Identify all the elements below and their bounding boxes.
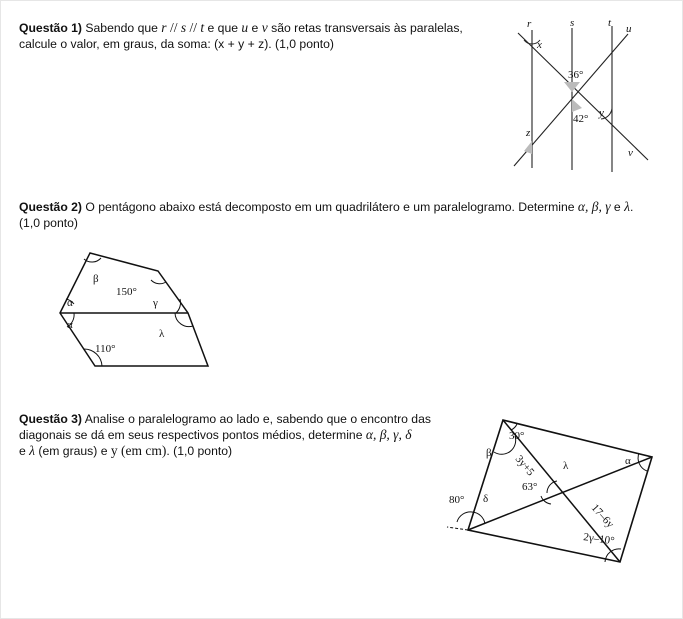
label-2y-10: 2γ–10° xyxy=(582,531,616,548)
label-x: x xyxy=(537,39,542,51)
label-3y5: 3y+5 xyxy=(512,453,537,479)
label-r: r xyxy=(527,18,532,30)
question-1-line-2: calcule o valor, em graus, da soma: (x + y + z). (1,0 ponto) xyxy=(19,37,334,51)
label-80: 80° xyxy=(449,494,465,506)
label-beta: β xyxy=(486,447,492,459)
question-2-label: Questão 2) xyxy=(19,200,82,214)
question-2-text xyxy=(19,199,679,231)
extension-dashed xyxy=(447,527,468,530)
angle-150-arc xyxy=(151,280,166,284)
question-2-line-1: Questão 2) O pentágono abaixo está decomposto em um quadrilátero e um paralelogramo. Determine α, β, γ e λ. xyxy=(19,199,634,214)
question-2-line-2: (1,0 ponto) xyxy=(19,216,78,230)
label-63: 63° xyxy=(522,481,538,493)
label-gamma: γ xyxy=(153,297,158,309)
question-3-text xyxy=(19,411,459,459)
label-alpha-1: α xyxy=(67,297,73,309)
pentagon xyxy=(60,253,208,366)
question-2-figure xyxy=(55,248,215,373)
label-v: v xyxy=(628,147,633,159)
label-t: t xyxy=(608,17,612,29)
label-17-6y: 17–6y xyxy=(588,501,617,531)
label-alpha: α xyxy=(625,455,631,467)
angle-z-shade xyxy=(524,141,532,154)
label-lambda: λ xyxy=(563,460,569,472)
label-lambda: λ xyxy=(159,328,165,340)
label-alpha-2: α xyxy=(67,319,73,331)
question-1-text xyxy=(19,20,489,52)
question-3-line-1: Questão 3) Analise o paralelogramo ao lado e, sabendo que o encontro das xyxy=(19,412,431,426)
question-1-figure xyxy=(500,18,660,178)
question-3-line-3: e λ (em graus) e y (em cm). (1,0 ponto) xyxy=(19,443,233,458)
angle-42-shade xyxy=(572,99,582,112)
diagonal-2 xyxy=(468,457,652,530)
question-3-label: Questão 3) xyxy=(19,412,82,426)
angle-80-arc xyxy=(457,512,472,522)
question-1-label: Questão 1) xyxy=(19,21,82,35)
label-30: 30° xyxy=(509,430,525,442)
label-delta: δ xyxy=(483,493,489,505)
label-beta: β xyxy=(93,273,99,285)
label-z: z xyxy=(526,127,531,139)
label-y: y xyxy=(599,107,604,119)
label-150: 150° xyxy=(116,286,137,298)
line-v xyxy=(518,33,648,160)
label-u: u xyxy=(626,23,632,35)
label-s: s xyxy=(570,17,575,29)
label-110: 110° xyxy=(95,343,116,355)
label-36: 36° xyxy=(568,69,584,81)
question-3-line-2: diagonais se dá em seus respectivos pontos médios, determine α, β, γ, δ xyxy=(19,427,412,442)
parallelogram xyxy=(468,420,652,562)
question-1-line-1: Questão 1) Sabendo que r // s // t e que u e v são retas transversais às paralelas, xyxy=(19,20,463,35)
label-42: 42° xyxy=(573,113,589,125)
question-3-figure xyxy=(445,412,660,572)
